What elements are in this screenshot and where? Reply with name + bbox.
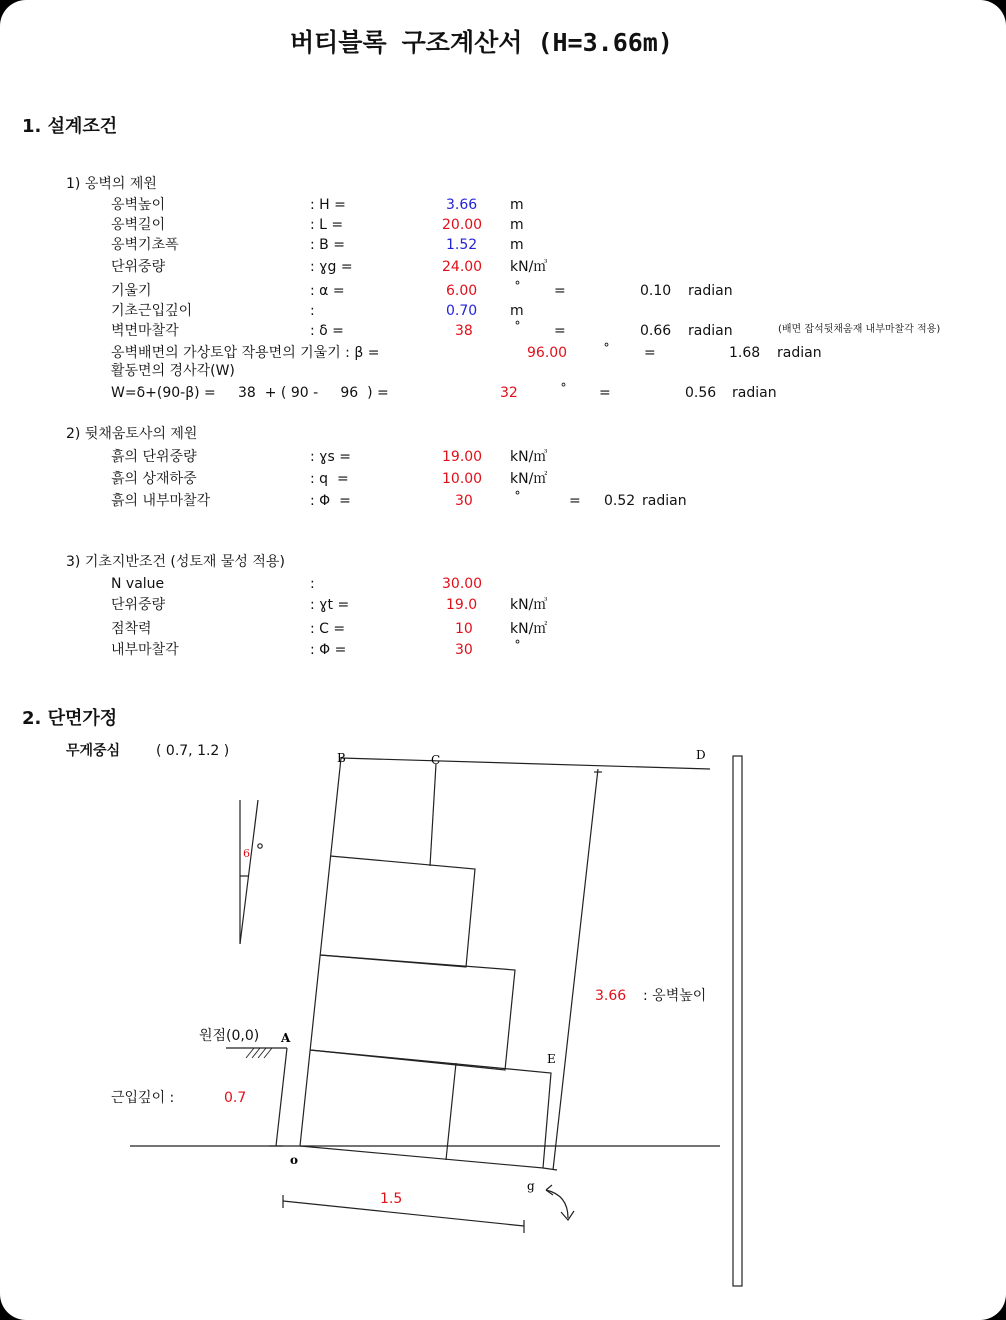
center-of-gravity-value: ( 0.7, 1.2 )	[156, 743, 230, 759]
row-label: 단위중량	[111, 597, 166, 613]
row-unit: ˚	[514, 491, 521, 507]
row-note: (배면 잡석뒷채움재 내부마찰각 적용)	[778, 324, 941, 335]
virtual-back-face	[553, 769, 598, 1170]
w-label: 활동면의 경사각(W)	[111, 363, 235, 379]
block-course-2	[320, 856, 475, 967]
backslope-value: 96.00	[527, 345, 568, 361]
row-unit: ˚	[514, 281, 521, 297]
w-equals: =	[599, 385, 611, 401]
row-label: 옹벽높이	[111, 197, 166, 213]
row-value: 30	[455, 493, 473, 509]
row-value: 19.0	[446, 597, 478, 613]
row-value: 38	[455, 323, 473, 339]
row-radian-value: 0.52	[604, 493, 636, 509]
row-radian-unit: radian	[688, 323, 733, 339]
slope-indicator-line	[240, 800, 258, 944]
row-unit: ˚	[514, 640, 521, 656]
row-label: 기울기	[111, 283, 152, 299]
row-value: 30.00	[442, 576, 483, 592]
block-joint-c	[430, 764, 436, 866]
row-label: 흙의 단위중량	[111, 449, 197, 465]
row-value: 6.00	[446, 283, 478, 299]
backslope-unit: ˚	[603, 343, 610, 359]
row-value: 10.00	[442, 471, 483, 487]
block-course-4	[300, 1050, 551, 1168]
row-label: 흙의 내부마찰각	[111, 493, 211, 509]
ground-hatch	[246, 1048, 272, 1058]
embed-depth-label: 근입깊이 :	[111, 1090, 175, 1106]
slope-degree-mark	[258, 844, 262, 848]
w-unit: ˚	[560, 383, 567, 399]
row-radian-value: 0.66	[640, 323, 672, 339]
backslope-equals: =	[644, 345, 656, 361]
row-symbol: : Φ =	[310, 493, 351, 509]
point-b-label: B	[337, 751, 346, 765]
row-label: 단위중량	[111, 259, 166, 275]
heel-tick	[543, 1168, 557, 1170]
base-width-value: 1.5	[380, 1191, 403, 1207]
row-unit: m	[510, 197, 524, 213]
row-equals: =	[554, 323, 566, 339]
w-value: 32	[500, 385, 518, 401]
backslope-radian-unit: radian	[777, 345, 822, 361]
row-symbol: : L =	[310, 217, 344, 233]
row-symbol: :	[310, 303, 315, 319]
row-symbol: : q =	[310, 471, 349, 487]
row-radian-value: 0.10	[640, 283, 672, 299]
row-symbol: : ɣg =	[310, 259, 353, 275]
sub2-heading: 2) 뒷채움토사의 제원	[66, 426, 198, 442]
row-unit: kN/㎡	[510, 471, 548, 487]
w-formula: W=δ+(90-β) = 38 + ( 90 - 96 ) =	[111, 385, 389, 401]
row-label: 옹벽길이	[111, 217, 166, 233]
width-dimension-line	[283, 1201, 524, 1226]
row-value: 24.00	[442, 259, 483, 275]
row-label: 기초근입깊이	[111, 303, 193, 319]
row-unit: kN/㎡	[510, 621, 548, 637]
origin-label: 원점(0,0)	[199, 1028, 260, 1044]
row-symbol: : δ =	[310, 323, 344, 339]
row-equals: =	[554, 283, 566, 299]
row-unit: m	[510, 217, 524, 233]
row-unit: m	[510, 237, 524, 253]
row-label: 흙의 상재하중	[111, 471, 197, 487]
w-radian-unit: radian	[732, 385, 777, 401]
row-unit: kN/㎥	[510, 449, 548, 465]
backslope-radian-value: 1.68	[729, 345, 761, 361]
point-c-label: C	[431, 753, 441, 767]
row-value: 3.66	[446, 197, 478, 213]
point-g-label: g	[527, 1179, 535, 1193]
slope-value-label: 6	[243, 847, 250, 860]
row-symbol: : ɣt =	[310, 597, 350, 613]
w-radian-value: 0.56	[685, 385, 717, 401]
embed-marker-line	[276, 1048, 287, 1146]
row-unit: m	[510, 303, 524, 319]
row-radian-unit: radian	[688, 283, 733, 299]
center-of-gravity-label: 무게중심	[66, 743, 121, 759]
section2-heading: 2. 단면가정	[22, 708, 118, 729]
row-value: 20.00	[442, 217, 483, 233]
point-e-label: E	[547, 1052, 556, 1066]
section1-heading: 1. 설계조건	[22, 116, 118, 137]
embed-depth-value: 0.7	[224, 1090, 247, 1106]
row-value: 19.00	[442, 449, 483, 465]
row-equals: =	[569, 493, 581, 509]
wall-height-label: : 옹벽높이	[643, 988, 707, 1004]
row-label: 점착력	[111, 621, 152, 637]
row-value: 0.70	[446, 303, 478, 319]
point-o-label: o	[290, 1153, 299, 1167]
sub3-heading: 3) 기초지반조건 (성토재 물성 적용)	[66, 554, 285, 570]
row-unit: ˚	[514, 321, 521, 337]
backslope-label: 옹벽배면의 가상토압 작용면의 기울기 : β =	[111, 345, 380, 361]
document-title: 버티블록 구조계산서 (H=3.66m)	[290, 28, 673, 57]
wall-height-value: 3.66	[595, 988, 627, 1004]
sub1-heading: 1) 옹벽의 제원	[66, 176, 157, 192]
row-label: 내부마찰각	[111, 642, 179, 658]
row-symbol: : α =	[310, 283, 345, 299]
point-a-label: A	[281, 1031, 291, 1045]
row-symbol: : B =	[310, 237, 345, 253]
top-line	[341, 758, 710, 769]
row-symbol: : ɣs =	[310, 449, 351, 465]
row-unit: kN/㎥	[510, 597, 548, 613]
row-radian-unit: radian	[642, 493, 687, 509]
row-value: 30	[455, 642, 473, 658]
row-label: 옹벽기초폭	[111, 237, 179, 253]
rotation-arrow-icon	[546, 1190, 568, 1218]
row-value: 10	[455, 621, 473, 637]
row-unit: kN/㎥	[510, 259, 548, 275]
row-label: 벽면마찰각	[111, 323, 179, 339]
row-label: N value	[111, 576, 165, 592]
row-symbol: : Φ =	[310, 642, 347, 658]
row-symbol: :	[310, 576, 315, 592]
wall-front-face	[300, 758, 341, 1146]
point-d-label: D	[696, 748, 706, 762]
row-symbol: : H =	[310, 197, 346, 213]
row-symbol: : C =	[310, 621, 346, 637]
row-value: 1.52	[446, 237, 478, 253]
height-bar	[733, 756, 742, 1286]
